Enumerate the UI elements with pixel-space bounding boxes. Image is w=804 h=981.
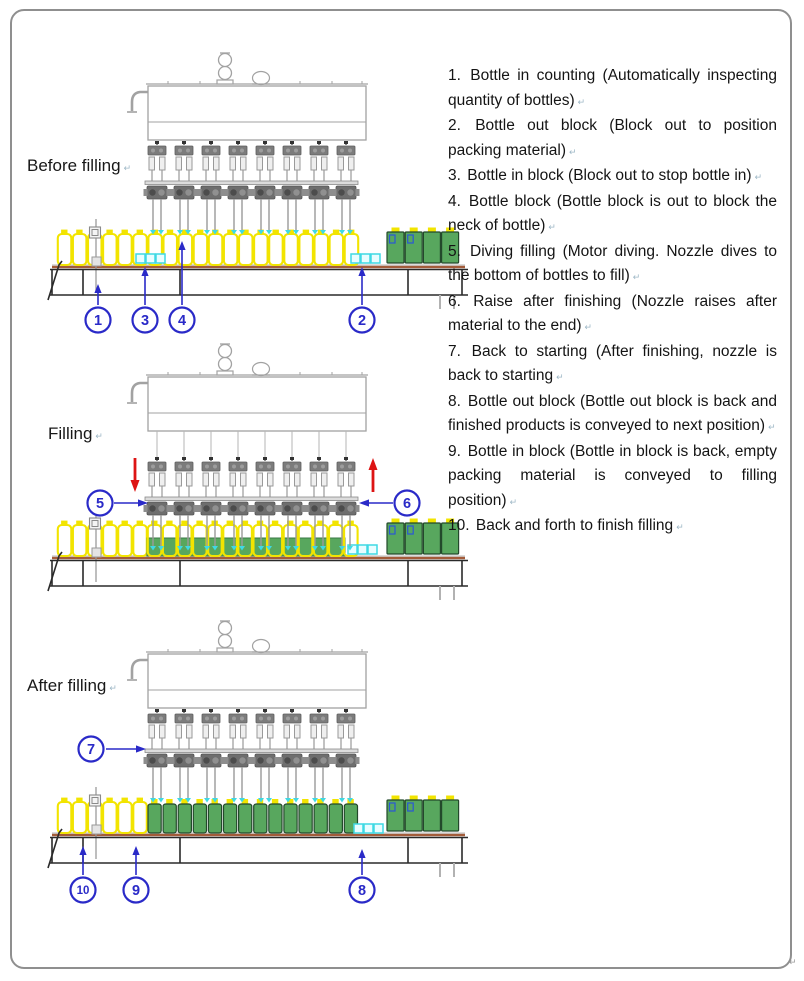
pointer-arrow: [106, 745, 146, 752]
nozzle-cluster: [306, 709, 333, 803]
motor: [217, 621, 233, 652]
step-item: [448, 340, 777, 390]
nozzle-tip: [158, 798, 164, 803]
nozzle-cluster: [252, 431, 279, 551]
nozzle-cluster: [144, 709, 171, 803]
filled-bottle: [193, 799, 206, 833]
step-item: [448, 240, 777, 290]
bottle: [58, 230, 72, 265]
marker-9: [124, 878, 149, 903]
nozzle-cluster: [198, 431, 225, 551]
conveyor: [48, 219, 468, 309]
nozzle-cluster: [171, 141, 198, 235]
pointer-arrow: [114, 499, 148, 506]
filled-bottle: [269, 799, 282, 833]
machine: [127, 344, 368, 551]
after-filling-diagram: [50, 618, 470, 918]
step-item: [448, 64, 777, 114]
step-text: Bottle out block (Bottle out block is back and finished products is conveyed to next position): [448, 392, 777, 434]
step-number: 1.: [448, 67, 461, 84]
nozzle-cluster: [144, 141, 171, 235]
step-number: 10.: [448, 517, 470, 534]
bottle: [330, 230, 344, 265]
marker-number: 8: [357, 883, 367, 899]
bottle: [73, 230, 87, 265]
bottle: [58, 798, 72, 833]
step-item: [448, 114, 777, 164]
marker-number: 10: [76, 885, 90, 897]
bottle: [224, 230, 238, 265]
nozzle-tip: [293, 798, 299, 803]
marker-number: 9: [131, 883, 141, 899]
nozzle-cluster: [198, 709, 225, 803]
paragraph-mark-icon: ↵: [577, 96, 586, 107]
nozzle-cluster: [306, 141, 333, 235]
filled-bottle: [239, 799, 252, 833]
elbow-pipe: [132, 383, 148, 402]
marker-6: [395, 491, 420, 516]
paragraph-mark-icon: ↵: [754, 172, 763, 182]
bottle: [254, 230, 268, 265]
steps-list: [448, 64, 777, 540]
filling-diagram: [50, 340, 470, 605]
bottle: [209, 230, 223, 265]
filled-bottle: [314, 799, 327, 833]
elbow-pipe: [132, 660, 148, 679]
step-item: [448, 190, 777, 240]
step-text: Bottle in block (Block out to stop bottle in): [467, 167, 752, 184]
bottle: [118, 798, 132, 833]
paragraph-mark-icon: ↵: [95, 431, 103, 441]
nozzle-tip: [204, 798, 210, 803]
filled-bottle: [148, 799, 161, 833]
paragraph-mark-icon: ↵: [569, 146, 577, 157]
bottle: [103, 798, 117, 833]
filled-bottle: [163, 799, 176, 833]
bottle: [133, 521, 147, 556]
motion-arrow-up: [369, 458, 378, 492]
bottle: [284, 230, 298, 265]
step-text: Back to starting (After finishing, nozzle is back to starting: [448, 342, 777, 384]
marker-number: 7: [86, 742, 96, 758]
bottle: [73, 521, 87, 556]
marker-number: 1: [93, 313, 103, 329]
bottle: [118, 230, 132, 265]
nozzle-cluster: [279, 709, 306, 803]
bottle: [103, 521, 117, 556]
machine: [127, 53, 368, 235]
marker-number: 2: [357, 313, 367, 329]
block-cylinder: [354, 824, 383, 833]
motor: [217, 344, 233, 375]
pointer-arrow: [132, 846, 139, 875]
outfeed-products: [387, 796, 459, 832]
conveyor-frame: [48, 261, 468, 309]
conveyor: [48, 787, 468, 877]
nozzle-tip: [266, 798, 272, 803]
marker-5: [88, 491, 113, 516]
step-item: [448, 164, 777, 190]
conveyor-frame: [48, 829, 468, 877]
marker-7: [79, 737, 104, 762]
step-number: 8.: [448, 392, 461, 410]
step-number: 7.: [448, 342, 461, 360]
step-number: 5.: [448, 242, 461, 260]
nozzle-cluster: [171, 709, 198, 803]
bottle: [299, 230, 313, 265]
step-text: Bottle out block (Block out to position packing material): [448, 117, 777, 159]
step-item: [448, 440, 777, 515]
bottle: [73, 798, 87, 833]
nozzle-cluster: [279, 141, 306, 235]
paragraph-mark-icon: ↵: [676, 522, 684, 532]
bottle: [239, 230, 253, 265]
nozzle-tip: [339, 798, 345, 803]
elbow-pipe: [132, 92, 148, 111]
paragraph-mark-icon: ↵: [632, 272, 641, 282]
nozzle-cluster: [333, 141, 360, 235]
filled-bottle: [254, 799, 267, 833]
paragraph-mark-icon: ↵: [556, 372, 564, 382]
marker-number: 3: [140, 313, 150, 329]
step-text: Bottle in block (Bottle in block is back, empty packing material is conveyed to filling position): [448, 442, 777, 509]
paragraph-mark-icon: ↵: [768, 422, 776, 432]
step-number: 9.: [448, 442, 461, 460]
filled-bottle: [224, 799, 237, 833]
marker-number: 5: [95, 496, 105, 512]
paragraph-mark-icon: ↵: [584, 322, 593, 332]
conveyor-frame: [48, 552, 468, 600]
step-text: Bottle block (Bottle block is out to block the neck of bottle): [448, 192, 777, 234]
bottle: [315, 230, 329, 265]
nozzle-cluster: [225, 141, 252, 235]
motion-arrow-down: [131, 458, 140, 492]
dome: [253, 640, 270, 653]
step-text: Raise after finishing (Nozzle raises after material to the end): [448, 292, 777, 334]
bottle: [118, 521, 132, 556]
pointer-arrow: [358, 849, 365, 875]
step-item: [448, 514, 777, 540]
step-number: 4.: [448, 192, 461, 210]
nozzle-cluster: [333, 709, 360, 803]
bottle: [194, 230, 208, 265]
bottle: [58, 521, 72, 556]
motor: [217, 53, 233, 84]
bottle: [269, 230, 283, 265]
bottle: [133, 798, 147, 833]
step-text: Back and forth to finish filling: [475, 517, 674, 534]
stage-label-text: After filling: [27, 676, 107, 695]
step-text: Diving filling (Motor diving. Nozzle dives to the bottom of bottles to fill): [448, 242, 777, 284]
step-number: 3.: [448, 167, 461, 184]
marker-number: 6: [402, 496, 412, 512]
paragraph-mark-icon: ↵: [109, 683, 117, 693]
pointer-arrow: [358, 267, 365, 305]
machine: [127, 621, 368, 803]
marker-2: [350, 308, 375, 333]
step-item: [448, 390, 777, 440]
marker-3: [133, 308, 158, 333]
paragraph-mark-icon: ↵: [548, 222, 556, 232]
filled-bottle: [284, 799, 297, 833]
stage-label-text: Before filling: [27, 156, 121, 175]
marker-1: [86, 308, 111, 333]
step-item: [448, 290, 777, 340]
before-filling-diagram: [50, 48, 470, 348]
pointer-arrow: [359, 499, 393, 506]
marker-4: [170, 308, 195, 333]
filled-bottle: [329, 799, 342, 833]
trailing-return-mark: ↵: [789, 957, 797, 967]
block-cylinder: [351, 254, 380, 263]
filled-bottle: [208, 799, 221, 833]
step-number: 6.: [448, 292, 461, 310]
nozzle-cluster: [225, 709, 252, 803]
bottle: [103, 230, 117, 265]
nozzle-cluster: [333, 431, 360, 551]
pointer-arrow: [79, 846, 86, 875]
conveyor: [48, 510, 468, 600]
step-number: 2.: [448, 117, 461, 134]
nozzle-tip: [312, 798, 318, 803]
nozzle-cluster: [252, 141, 279, 235]
marker-8: [350, 878, 375, 903]
nozzle-cluster: [198, 141, 225, 235]
filled-bottle: [299, 799, 312, 833]
dome: [253, 72, 270, 85]
pointer-arrow: [141, 267, 148, 305]
dome: [253, 363, 270, 376]
block-cylinder: [136, 254, 165, 263]
nozzle-cluster: [252, 709, 279, 803]
marker-number: 4: [177, 313, 187, 329]
paragraph-mark-icon: ↵: [509, 496, 518, 507]
step-text: Bottle in counting (Automatically inspecting quantity of bottles): [448, 67, 777, 109]
paragraph-mark-icon: ↵: [123, 163, 132, 173]
marker-10: [71, 878, 96, 903]
filled-bottle: [178, 799, 191, 833]
stage-label-text: Filling: [48, 424, 93, 443]
